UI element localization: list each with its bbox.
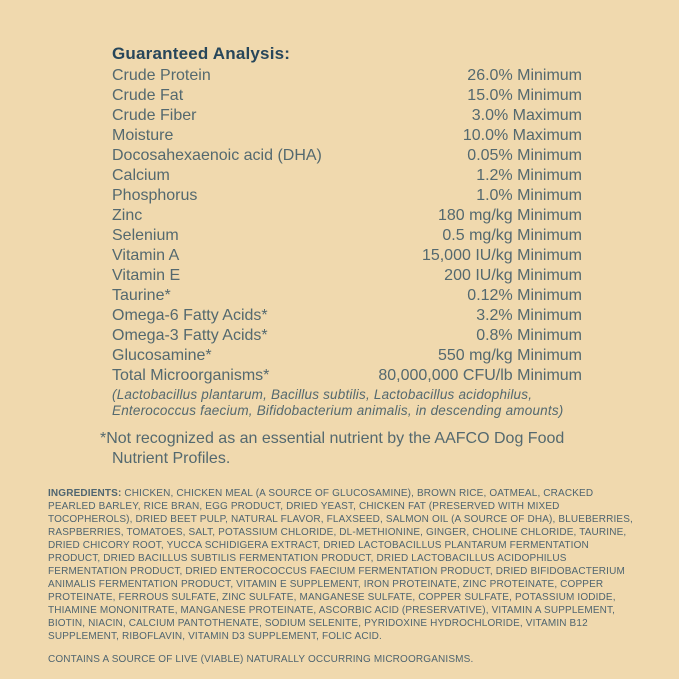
nutrient-label: Glucosamine*	[112, 347, 212, 364]
nutrient-label: Zinc	[112, 207, 143, 224]
guaranteed-analysis-section	[100, 44, 582, 469]
analysis-row	[112, 166, 582, 186]
analysis-row	[112, 206, 582, 226]
nutrient-label: Vitamin E	[112, 267, 181, 284]
analysis-row	[112, 186, 582, 206]
analysis-row	[112, 366, 582, 386]
analysis-row	[112, 86, 582, 106]
nutrient-label: Phosphorus	[112, 187, 198, 204]
analysis-row	[112, 146, 582, 166]
analysis-row	[112, 266, 582, 286]
analysis-row	[112, 66, 582, 86]
nutrient-label: Crude Fat	[112, 87, 184, 104]
analysis-row	[112, 226, 582, 246]
nutrient-label: Vitamin A	[112, 247, 180, 264]
nutrient-value: 26.0% Minimum	[467, 67, 582, 84]
ingredients-section	[48, 487, 636, 666]
nutrient-label: Taurine*	[112, 287, 171, 304]
nutrient-value: 10.0% Maximum	[462, 127, 582, 144]
nutrient-value: 0.8% Minimum	[476, 327, 582, 344]
guaranteed-analysis-table	[112, 66, 582, 386]
nutrient-value: 3.0% Maximum	[471, 107, 582, 124]
analysis-row	[112, 246, 582, 266]
contains-note: CONTAINS A SOURCE OF LIVE (VIABLE) NATURALLY OCCURRING MICROORGANISMS.	[48, 654, 474, 665]
nutrient-value: 0.12% Minimum	[467, 287, 582, 304]
analysis-row	[112, 326, 582, 346]
nutrient-label: Crude Protein	[112, 67, 211, 84]
nutrient-value: 0.5 mg/kg Minimum	[442, 227, 582, 244]
nutrient-label: Calcium	[112, 167, 170, 184]
analysis-row	[112, 286, 582, 306]
aafco-footnote: *Not recognized as an essential nutrient by the AAFCO Dog Food Nutrient Profiles.	[100, 430, 565, 467]
nutrient-value: 1.2% Minimum	[476, 167, 582, 184]
ingredients-text: CHICKEN, CHICKEN MEAL (A SOURCE OF GLUCOSAMINE), BROWN RICE, OATMEAL, CRACKED PEARLED BARLEY, RICE BRAN, EGG PRODUCT, DRIED YEAST, CHICKEN FAT (PRESERVED WITH MIXED TOCOPHEROLS), DRIED BEET PULP, NATURAL FLAVOR, FLAXSEED, SALMON OIL (A SOURCE OF DHA), BLUEBERRIES, RASPBERRIES, TOMATOES, SALT, POTASSIUM CHLORIDE, DL-METHIONINE, GINGER, CHOLINE CHLORIDE, TAURINE, DRIED CHICORY ROOT, YUCCA SCHIDIGERA EXTRACT, DRIED LACTOBACILLUS PLANTARUM FERMENTATION PRODUCT, DRIED BACILLUS SUBTILIS FERMENTATION PRODUCT, DRIED LACTOBACILLUS ACIDOPHILUS FERMENTATION PRODUCT, DRIED ENTEROCOCCUS FAECIUM FERMENTATION PRODUCT, DRIED BIFIDOBACTERIUM ANIMALIS FERMENTATION PRODUCT, VITAMIN E SUPPLEMENT, IRON PROTEINATE, ZINC PROTEINATE, COPPER PROTEINATE, FERROUS SULFATE, ZINC SULFATE, MANGANESE SULFATE, COPPER SULFATE, POTASSIUM IODIDE, THIAMINE MONONITRATE, MANGANESE PROTEINATE, ASCORBIC ACID (PRESERVATIVE), VITAMIN A SUPPLEMENT, BIOTIN, NIACIN, CALCIUM PANTOTHENATE, SODIUM SELENITE, PYRIDOXINE HYDROCHLORIDE, VITAMIN B12 SUPPLEMENT, RIBOFLAVIN, VITAMIN D3 SUPPLEMENT, FOLIC ACID.	[48, 488, 633, 642]
nutrient-label: Total Microorganisms*	[112, 367, 270, 384]
ingredients-paragraph	[48, 487, 636, 643]
nutrient-value: 3.2% Minimum	[476, 307, 582, 324]
nutrient-label: Crude Fiber	[112, 107, 197, 124]
nutrient-value: 80,000,000 CFU/lb Minimum	[378, 367, 582, 384]
nutrient-label: Omega-6 Fatty Acids*	[112, 307, 268, 324]
nutrient-label: Docosahexaenoic acid (DHA)	[112, 147, 322, 164]
ingredients-label: INGREDIENTS:	[48, 488, 122, 499]
nutrient-label: Selenium	[112, 227, 179, 244]
analysis-row	[112, 126, 582, 146]
nutrient-value: 550 mg/kg Minimum	[437, 347, 582, 364]
nutrient-value: 1.0% Minimum	[476, 187, 582, 204]
nutrient-value: 200 IU/kg Minimum	[444, 267, 582, 284]
guaranteed-analysis-title: Guaranteed Analysis:	[112, 44, 291, 63]
nutrient-value: 15,000 IU/kg Minimum	[421, 247, 582, 264]
nutrient-value: 0.05% Minimum	[467, 147, 582, 164]
nutrient-value: 15.0% Minimum	[467, 87, 582, 104]
microorganisms-note: (Lactobacillus plantarum, Bacillus subtilis, Lactobacillus acidophilus, Enterococcus faecium, Bifidobacterium animalis, in descending amounts)	[112, 387, 564, 418]
nutrient-value: 180 mg/kg Minimum	[437, 207, 582, 224]
analysis-row	[112, 306, 582, 326]
nutrient-label: Omega-3 Fatty Acids*	[112, 327, 268, 344]
analysis-row	[112, 106, 582, 126]
nutrient-label: Moisture	[112, 127, 174, 144]
analysis-row	[112, 346, 582, 366]
